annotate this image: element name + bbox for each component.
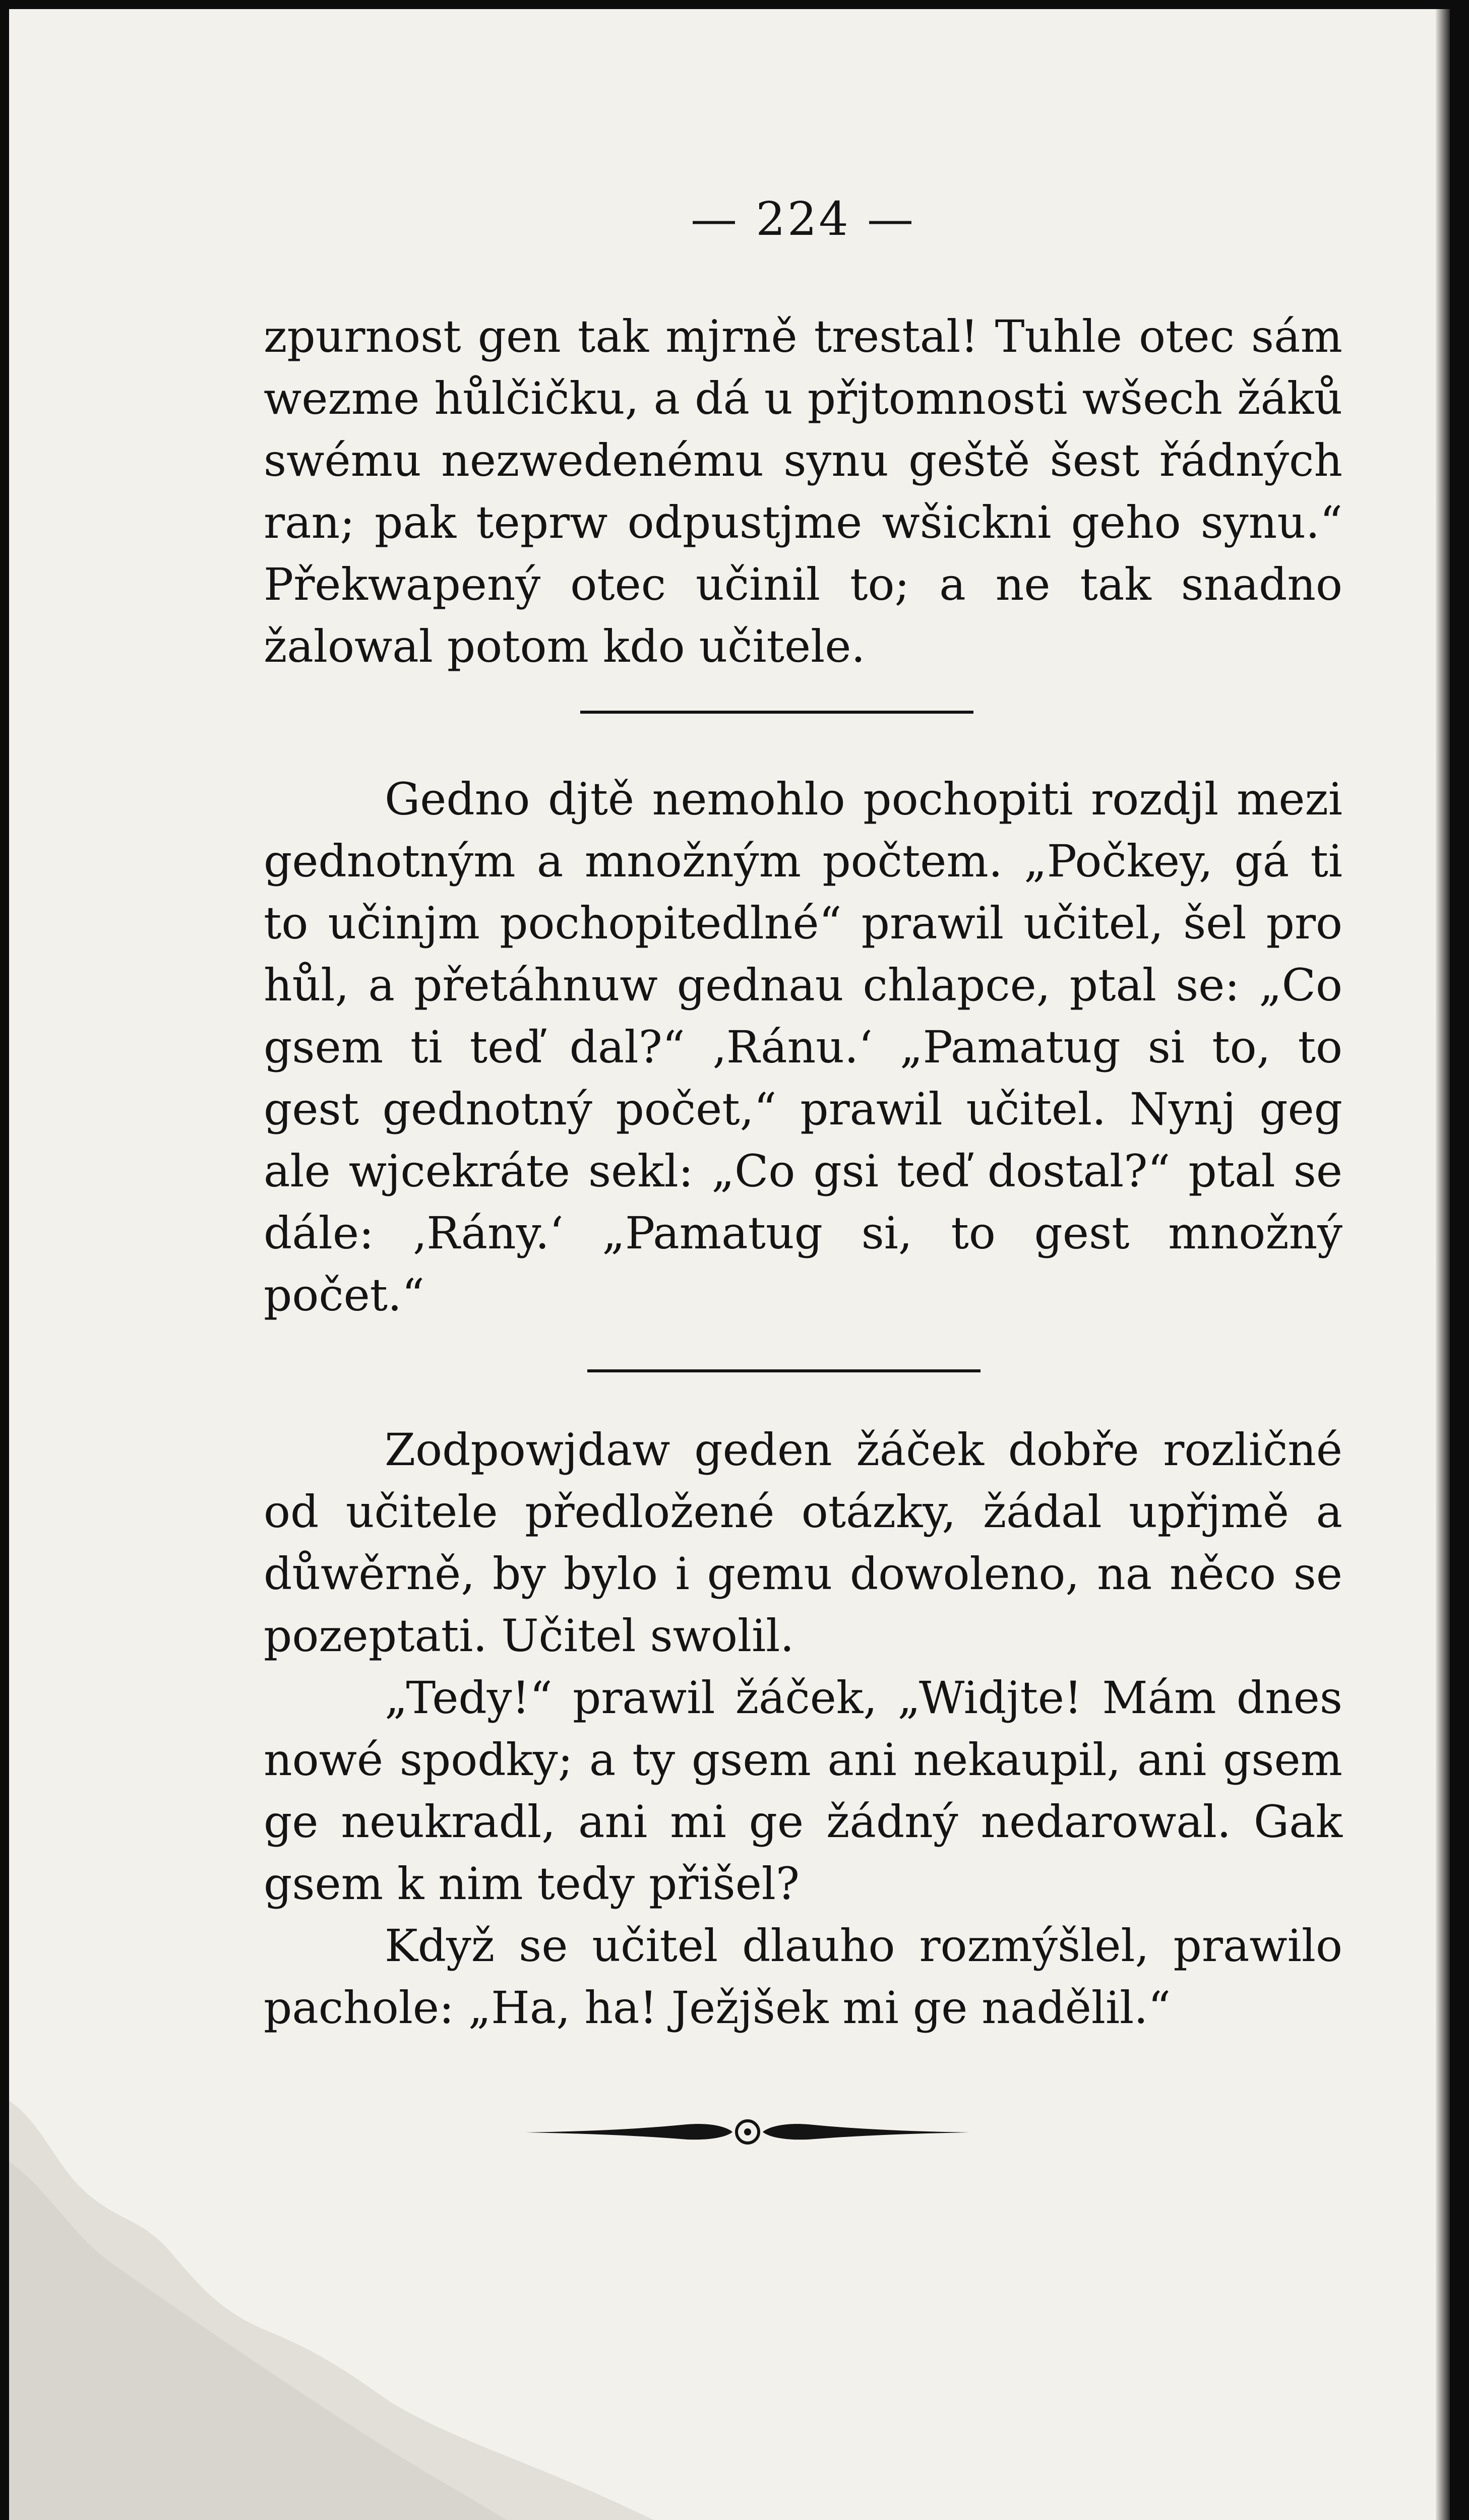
end-ornament	[521, 2109, 974, 2155]
section-divider	[580, 711, 973, 714]
text-block	[264, 188, 1342, 2155]
page-edge-shadow	[1436, 9, 1450, 2520]
paragraph-anecdote-numbers: Gedno djtě nemohlo pochopiti rozdjl mezi gednotným a množným počtem. „Počkey, gá ti to učinjm pochopitedlné“ prawil učitel, šel pro hůl, a přetáhnuw gednau chlapce, ptal se: „Co gsem ti teď dal?“ ‚Ránu.‘ „Pamatug si to, to gest gednotný počet,“ prawil učitel. Nynj geg ale wjcekráte sekl: „Co gsi teď dostal?“ ptal se dále: ‚Rány.‘ „Pamatug si, to gest množný počet.“	[264, 773, 1342, 1321]
water-stain	[9, 2101, 765, 2520]
page-number: — 224 —	[690, 192, 916, 246]
section-divider	[587, 1369, 981, 1372]
paragraph-continuation: zpurnost gen tak mjrně trestal! Tuhle otec sám wezme hůlčičku, a dá u přjtomnosti wšech žáků swému nezwedenému synu geště šest řádných ran; pak teprw odpustjme wšickni geho synu.“ Překwapený otec učinil to; a ne tak snadno žalowal potom kdo učitele.	[264, 310, 1342, 672]
book-page	[9, 9, 1450, 2520]
paragraph-anecdote-question: Zodpowjdaw geden žáček dobře rozličné od učitele předložené otázky, žádal upřjmě a důwěrně, by bylo i gemu dowoleno, na něco se pozeptati. Učitel swolil.	[264, 1424, 1342, 1662]
paragraph-punchline: Když se učitel dlauho rozmýšlel, prawilo pachole: „Ha, ha! Ježjšek mi ge nadělil.“	[264, 1920, 1342, 2034]
paragraph-dialogue: „Tedy!“ prawil žáček, „Widjte! Mám dnes nowé spodky; a ty gsem ani nekaupil, ani gsem ge neukradl, ani mi ge žádný nedarowal. Gak gsem k nim tedy přišel?	[264, 1672, 1342, 1910]
